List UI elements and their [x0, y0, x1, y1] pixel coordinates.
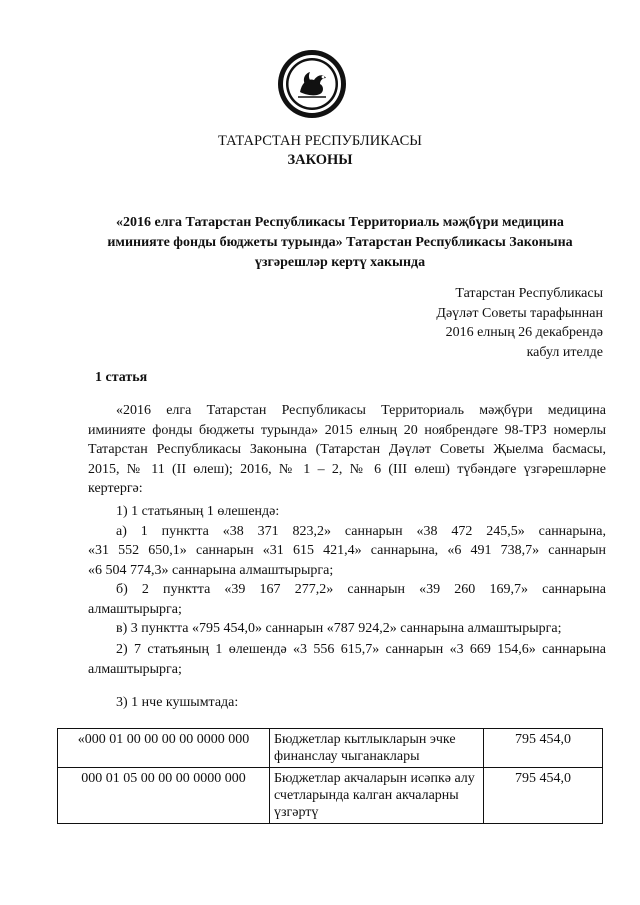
item-3: [88, 693, 606, 713]
law-title: [60, 213, 620, 273]
paragraph-line: кертергә:: [88, 481, 143, 496]
table-cell-code: «000 01 00 00 00 00 0000 000: [58, 729, 270, 768]
law-title-line: үзгәрешләр кертү хакында: [254, 255, 426, 270]
article-intro-paragraph: [88, 401, 606, 499]
table-cell-amount: 795 454,0: [484, 768, 603, 824]
budget-sources-table: [57, 728, 603, 824]
subitem-a-line: «31 552 650,1» саннарын «31 615 421,4» саннарына, «6 491 738,7» саннарын: [88, 543, 606, 558]
law-title-line: иминияте фонды бюджеты турында» Татарстан Республикасы Законына: [107, 235, 573, 250]
paragraph-line: Татарстан Республикасы Законына (Татарстан Дәүләт Советы Җыелма басмасы,: [88, 442, 606, 457]
subitem-a-line: а) 1 пунктта «38 371 823,2» саннарын «38 472 245,5» саннарына,: [116, 523, 606, 539]
adoption-note-line: Татарстан Республикасы: [455, 286, 603, 301]
item-line: 2) 7 статьяның 1 өлешендә «3 556 615,7» саннарын «3 669 154,6» саннарына: [116, 642, 606, 657]
item-heading: 1) 1 статьяның 1 өлешендә:: [116, 504, 280, 519]
document-header-law: ЗАКОНЫ: [287, 152, 353, 168]
article-heading: 1 статья: [95, 370, 148, 385]
state-emblem-seal-icon: [276, 48, 348, 120]
law-title-line: «2016 елга Татарстан Республикасы Территориаль мәҗбүри медицина: [116, 215, 564, 230]
subitem-c-line: в) 3 пунктта «795 454,0» саннарын «787 924,2» саннарына алмаштырырга;: [116, 621, 562, 636]
table-row: [58, 729, 603, 768]
item-line: алмаштырырга;: [88, 661, 182, 677]
document-header-republic: ТАТАРСТАН РЕСПУБЛИКАСЫ: [218, 133, 422, 149]
paragraph-line: иминияте фонды бюджеты турында» 2015 елның 20 ноябрендәге 98-ТРЗ номерлы: [88, 422, 606, 438]
table-cell-amount: 795 454,0: [484, 729, 603, 768]
table-cell-code: 000 01 05 00 00 00 0000 000: [58, 768, 270, 824]
paragraph-line: «2016 елга Татарстан Республикасы Территориаль мәҗбүри медицина: [116, 403, 606, 418]
table-row: [58, 768, 603, 824]
item-1: [88, 502, 606, 639]
item-2: [88, 640, 606, 679]
adoption-note-line: 2016 елның 26 декабрендә: [445, 325, 603, 340]
paragraph-line: 2015, № 11 (II өлеш); 2016, № 1 – 2, № 6 (III өлеш) түбәндәге үзгәрешләрне: [88, 461, 606, 477]
adoption-note-line: Дәүләт Советы тарафыннан: [436, 305, 603, 321]
subitem-a-line: «6 504 774,3» саннарына алмаштырырга;: [88, 562, 334, 578]
subitem-b-line: б) 2 пунктта «39 167 277,2» саннарын «39 260 169,7» саннарына: [116, 582, 606, 597]
subitem-b-line: алмаштырырга;: [88, 601, 182, 617]
adoption-note-line: кабул ителде: [526, 344, 603, 360]
table-cell-name: Бюджетлар акчаларын исәпкә алу счетларында калган акчаларны үзгәртү: [270, 768, 484, 824]
table-cell-name: Бюджетлар кытлыкларын эчке финанслау чыганаклары: [270, 729, 484, 768]
item-line: 3) 1 нче кушымтада:: [116, 695, 239, 710]
adoption-note: [436, 284, 603, 362]
